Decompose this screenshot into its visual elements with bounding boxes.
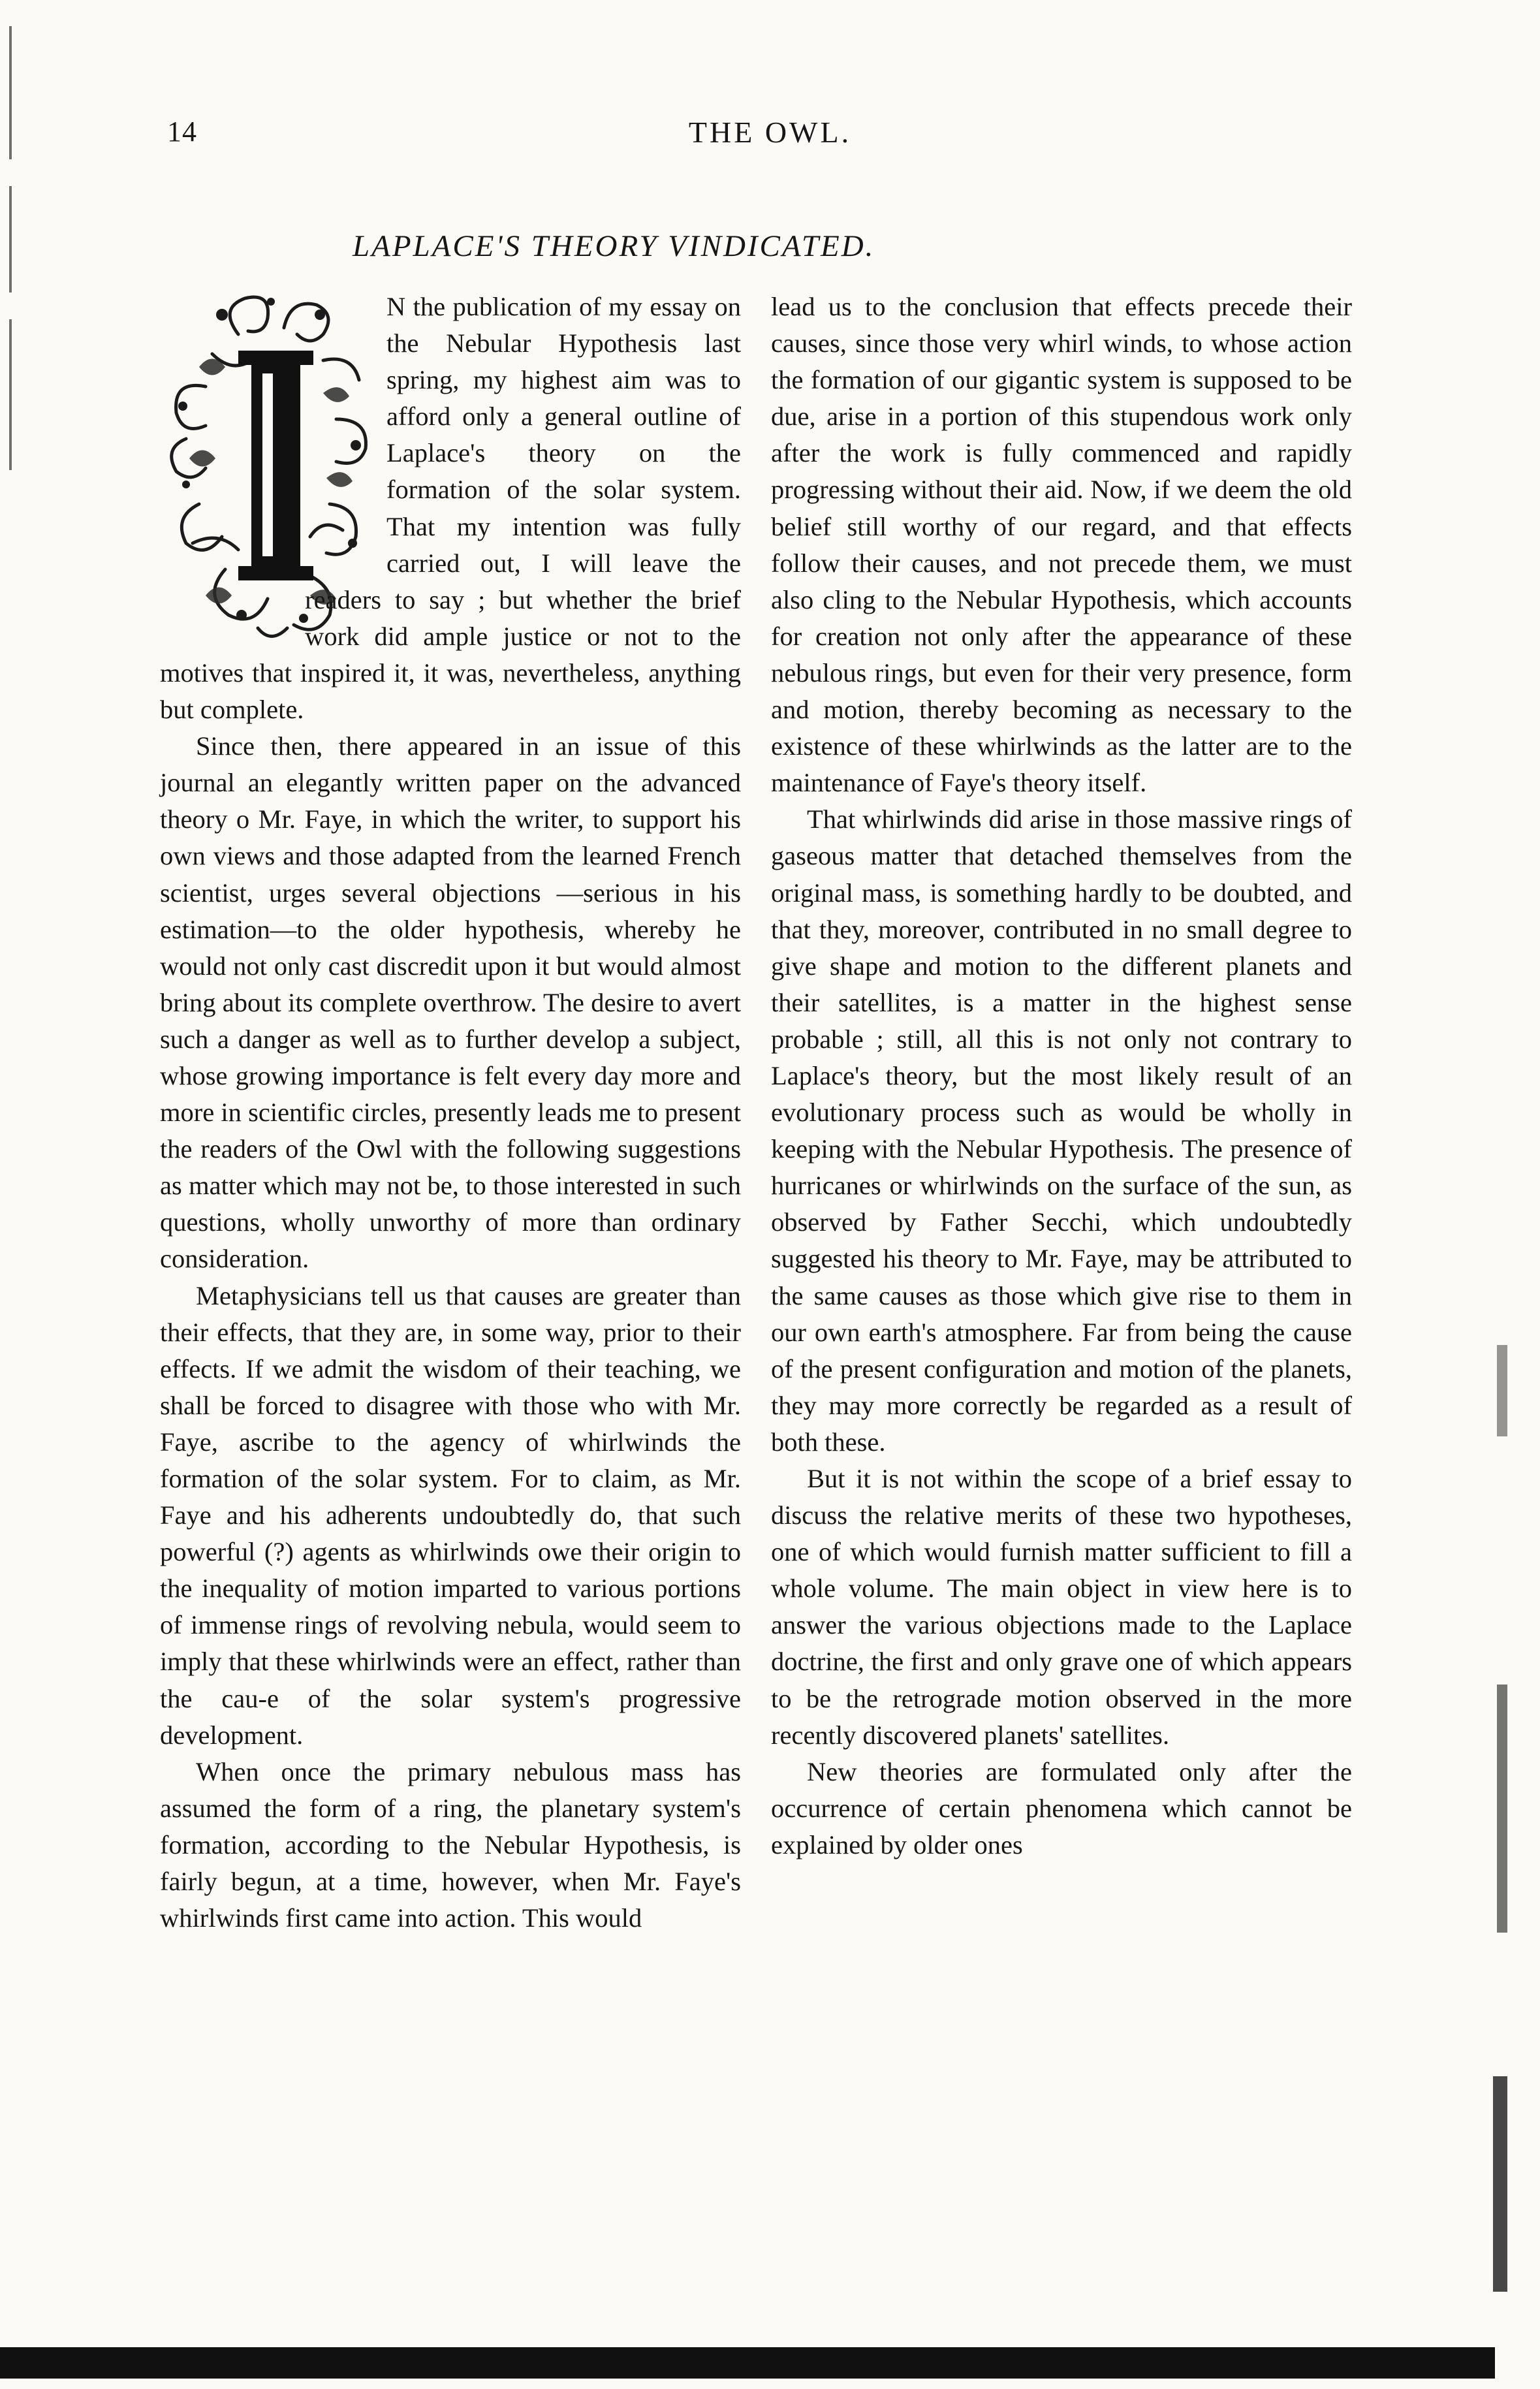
running-head: THE OWL. bbox=[688, 116, 852, 149]
paragraph: N the publication of my essay on the Nebular Hypothesis last spring, my highest aim was to afford only a general outline of Laplace's theory on the formation of the solar system. That my intention was fully carried out, I will leave the readers to say ; but whether the brief work did ample justice or not to the motives that inspired it, it was, nevertheless, anything but complete. bbox=[160, 292, 741, 725]
page-number: 14 bbox=[167, 116, 197, 148]
left-column bbox=[160, 289, 741, 1937]
paragraph: But it is not within the scope of a brief essay to discuss the relative merits of these two hypotheses, one of which would furnish matter sufficient to fill a whole volume. The main object in view here is to answer the various objections made to the Laplace doctrine, the first and only grave one of which appears to be the retrograde motion observed in the more recently discovered planets' satellites. bbox=[771, 1464, 1352, 1750]
page-binding-edge bbox=[9, 26, 12, 470]
paragraph: That whirlwinds did arise in those massive rings of gaseous matter that detached themselves from the original mass, is something hardly to be doubted, and that they, moreover, contributed in no small degree to give shape and motion to the different planets and their satellites, is a matter in the highest sense probable ; still, all this is not only not contrary to Laplace's theory, but the most likely result of an evolutionary process such as would be wholly in keeping with the Nebular Hypothesis. The presence of hurricanes or whirlwinds on the surface of the sun, as observed by Father Secchi, which undoubtedly suggested his theory to Mr. Faye, may be attributed to the same causes as those which give rise to them in our own earth's atmosphere. Far from being the cause of the present configuration and motion of the planets, they may more correctly be regarded as a result of both these. bbox=[771, 804, 1352, 1457]
right-column bbox=[771, 289, 1352, 1863]
page-edge-mark bbox=[1497, 1345, 1507, 1436]
page-edge-mark bbox=[1497, 1685, 1507, 1933]
paragraph: Since then, there appeared in an issue of this journal an elegantly written paper on the advanced theory o Mr. Faye, in which the writer, to support his own views and those adapted from the learned French scientist, urges several objections —serious in his estimation—to the older hypothesis, whereby he would not only cast discredit upon it but would almost bring about its complete overthrow. The desire to avert such a danger as well as to further develop a subject, whose growing importance is felt every day more and more in scientific circles, presently leads me to present the readers of the Owl with the following suggestions as matter which may not be, to those interested in such questions, wholly unworthy of more than ordinary consideration. bbox=[160, 731, 741, 1274]
page-edge-mark bbox=[1493, 2076, 1507, 2292]
paragraph: lead us to the conclusion that effects precede their causes, since those very whirl winds, to whose action the formation of our gigantic system is supposed to be due, arise in a portion of this stupendous work only after the work is fully commenced and rapidly progressing without their aid. Now, if we deem the old belief still worthy of our regard, and that effects follow their causes, and not precede them, we must also cling to the Nebular Hypothesis, which accounts for creation not only after the appearance of these nebulous rings, but even for their very presence, form and motion, thereby becoming as necessary to the existence of these whirlwinds as the latter are to the maintenance of Faye's theory itself. bbox=[771, 292, 1352, 798]
page-bottom-border bbox=[0, 2347, 1495, 2379]
paragraph: When once the primary nebulous mass has assumed the form of a ring, the planetary system's formation, according to the Nebular Hypothesis, is fairly begun, at a time, however, when Mr. Faye's whirlwinds first came into action. This would bbox=[160, 1756, 741, 1933]
paragraph: New theories are formulated only after the occurrence of certain phenomena which cannot be explained by older ones bbox=[771, 1756, 1352, 1859]
article-title: LAPLACE'S THEORY VINDICATED. bbox=[353, 229, 875, 263]
paragraph: Metaphysicians tell us that causes are greater than their effects, that they are, in some way, prior to their effects. If we admit the wisdom of their teaching, we shall be forced to disagree with those who with Mr. Faye, ascribe to the agency of whirlwinds the formation of the solar system. For to claim, as Mr. Faye and his adherents undoubtedly do, that such powerful (?) agents as whirlwinds owe their origin to the inequality of motion imparted to various portions of immense rings of revolving nebula, would seem to imply that these whirlwinds were an effect, rather than the cau-e of the solar system's progressive development. bbox=[160, 1280, 741, 1750]
